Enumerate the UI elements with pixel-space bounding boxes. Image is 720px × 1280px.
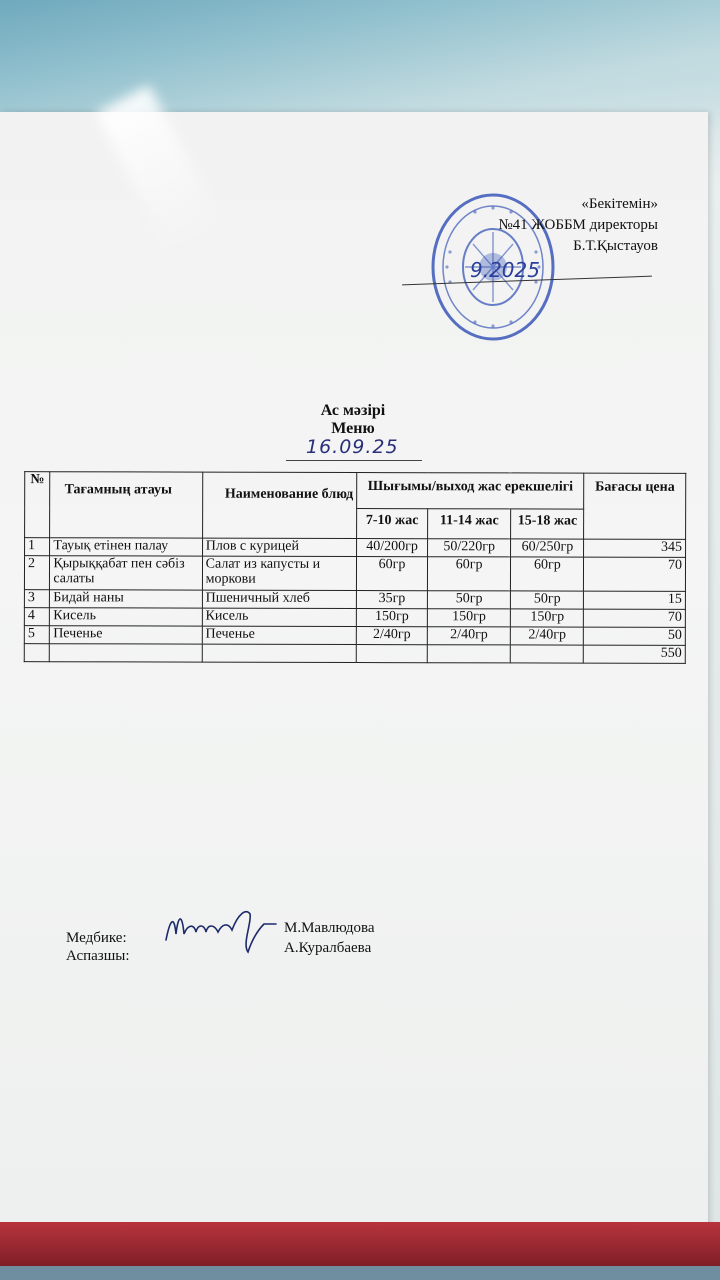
row-russian-name: Плов с курицей [202, 538, 356, 556]
row-number: 4 [24, 608, 49, 626]
table-header-row [25, 472, 686, 510]
row-output-11-14: 50/220гр [428, 539, 511, 557]
approval-block [498, 194, 658, 257]
red-board-strip [0, 1222, 720, 1268]
row-output-15-18: 150гр [511, 609, 584, 627]
menu-sheet [0, 112, 708, 1230]
row-output-11-14: 150гр [427, 609, 510, 627]
row-kazakh-name: Кисель [50, 608, 202, 626]
handwritten-signature-icon [160, 900, 280, 960]
row-output-11-14: 50гр [427, 591, 510, 609]
empty-cell [356, 645, 427, 663]
table-row [24, 556, 685, 592]
nurse-name: М.Мавлюдова [284, 920, 375, 936]
row-russian-name: Салат из капусты и моркови [202, 556, 356, 590]
bottom-frame [0, 1266, 720, 1280]
header-age-7-10: 7-10 жас [357, 509, 428, 539]
empty-cell [24, 644, 49, 662]
row-kazakh-name: Бидай наны [50, 590, 202, 608]
approval-position: №41 ЖОББМ директоры [498, 217, 658, 233]
menu-title-kazakh: Ас мәзірі [320, 402, 386, 419]
row-output-15-18: 2/40гр [511, 627, 584, 645]
row-price: 15 [584, 591, 686, 609]
approval-heading: «Бекітемін» [581, 196, 658, 212]
table-total-row [24, 644, 685, 664]
empty-cell [511, 645, 584, 663]
nurse-label: Медбике: [66, 930, 127, 946]
row-russian-name: Кисель [202, 608, 356, 626]
approval-director-name: Б.Т.Қыстауов [573, 238, 658, 254]
row-output-15-18: 60/250гр [511, 539, 584, 557]
row-number: 1 [25, 538, 50, 556]
header-age-11-14: 11-14 жас [428, 509, 511, 539]
menu-title-russian: Меню [331, 420, 375, 437]
empty-cell [50, 644, 202, 662]
row-price: 345 [584, 539, 686, 557]
row-output-11-14: 2/40гр [427, 627, 510, 645]
header-age-15-18: 15-18 жас [511, 509, 584, 539]
row-price: 70 [584, 557, 686, 591]
row-output-15-18: 50гр [511, 591, 584, 609]
row-kazakh-name: Қырыққабат пен сәбіз салаты [50, 556, 202, 590]
menu-date: 16.09.25 [306, 436, 399, 458]
header-number: № [25, 472, 51, 538]
header-price: Бағасы цена [584, 473, 686, 539]
row-output-11-14: 60гр [428, 557, 511, 591]
empty-cell [202, 644, 356, 662]
table-row [24, 626, 685, 646]
row-number: 2 [24, 556, 49, 590]
header-output: Шығымы/выход жас ерекшелігі [357, 473, 585, 510]
row-number: 5 [24, 626, 49, 644]
row-output-7-10: 60гр [356, 557, 427, 591]
row-kazakh-name: Тауық етінен палау [50, 538, 202, 556]
approval-date: 9.2025 [470, 258, 540, 282]
row-number: 3 [24, 590, 49, 608]
row-output-15-18: 60гр [511, 557, 584, 591]
row-output-7-10: 35гр [356, 591, 427, 609]
date-underline [286, 460, 422, 461]
row-price: 50 [584, 627, 686, 645]
row-price: 70 [584, 609, 686, 627]
table-row [24, 590, 685, 610]
empty-cell [427, 645, 510, 663]
row-output-7-10: 2/40гр [356, 627, 427, 645]
row-output-7-10: 40/200гр [357, 539, 428, 557]
table-row [25, 538, 686, 558]
cook-name: А.Куралбаева [284, 940, 372, 956]
row-russian-name: Пшеничный хлеб [202, 590, 356, 608]
header-kazakh-name: Тағамның атауы [50, 472, 202, 538]
menu-table [24, 471, 686, 664]
row-kazakh-name: Печенье [50, 626, 202, 644]
total-price: 550 [584, 645, 686, 663]
cook-label: Аспазшы: [66, 948, 130, 964]
table-row [24, 608, 685, 628]
row-output-7-10: 150гр [356, 609, 427, 627]
row-russian-name: Печенье [202, 626, 356, 644]
header-russian-name: Наименование блюд [202, 472, 357, 538]
